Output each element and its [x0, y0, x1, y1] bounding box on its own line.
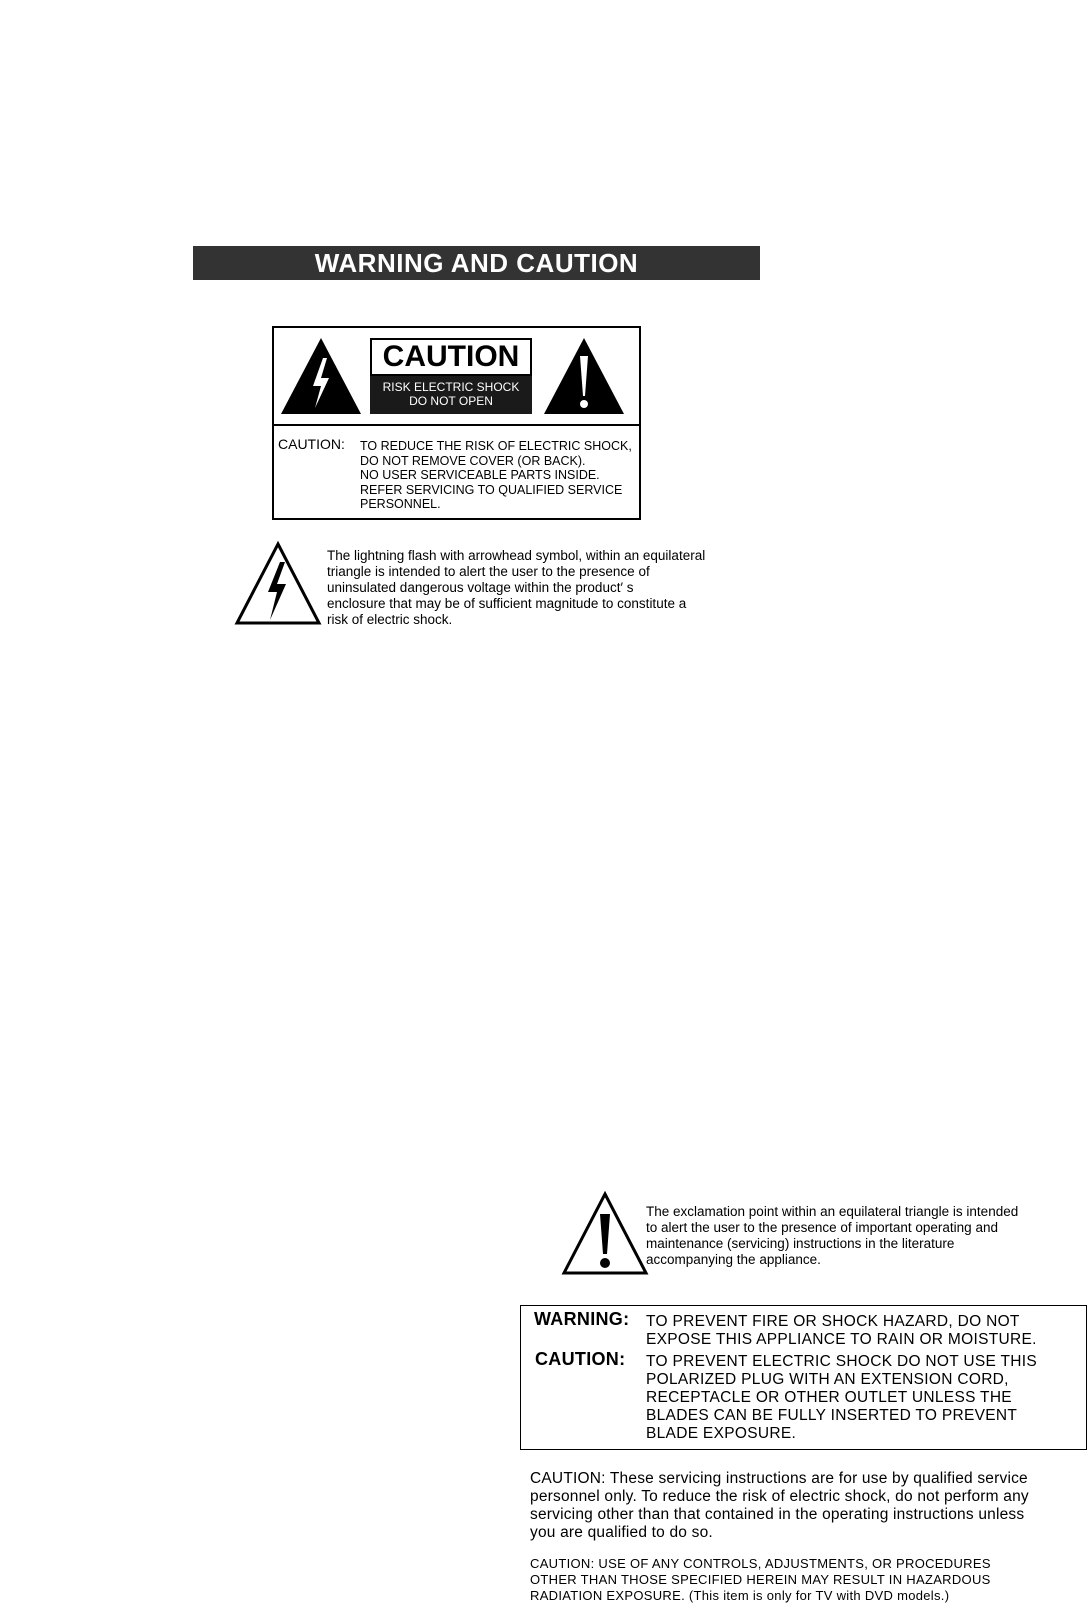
paragraph-line: RADIATION EXPOSURE. (This item is only for TV with DVD models.) — [530, 1588, 950, 1603]
description-line: triangle is intended to alert the user to the presence of — [327, 564, 650, 579]
caution-label — [272, 326, 641, 520]
label-caption-text — [360, 439, 632, 512]
paragraph-line: CAUTION: These servicing instructions are for use by qualified service — [530, 1470, 1028, 1487]
paragraph-line: OTHER THAN THOSE SPECIFIED HEREIN MAY RESULT IN HAZARDOUS — [530, 1572, 991, 1587]
servicing-caution-paragraph — [530, 1470, 1029, 1542]
label-caption-line: NO USER SERVICEABLE PARTS INSIDE. — [360, 468, 600, 483]
caution-badge-subtitle — [370, 376, 532, 414]
warning-caution-box — [520, 1305, 1087, 1450]
description-line: uninsulated dangerous voltage within the product′ s — [327, 580, 634, 595]
warning-key: WARNING: — [534, 1309, 630, 1329]
caution-line: POLARIZED PLUG WITH AN EXTENSION CORD, — [646, 1371, 1009, 1388]
exclamation-triangle-icon — [542, 336, 626, 416]
lightning-symbol-description — [327, 548, 1037, 1603]
caution-badge — [370, 338, 532, 413]
caution-badge-line: RISK ELECTRIC SHOCK — [382, 380, 520, 394]
label-caption-line: PERSONNEL. — [360, 497, 441, 512]
label-divider — [274, 424, 639, 426]
exclamation-triangle-icon — [561, 1190, 649, 1276]
description-line: risk of electric shock. — [327, 612, 453, 627]
caution-line: BLADE EXPOSURE. — [646, 1425, 797, 1442]
lightning-triangle-icon — [234, 540, 322, 626]
caution-line: RECEPTACLE OR OTHER OUTLET UNLESS THE — [646, 1389, 1012, 1406]
caution-line: TO PREVENT ELECTRIC SHOCK DO NOT USE THIS — [646, 1353, 1037, 1370]
exclamation-symbol-description — [646, 1204, 1018, 1268]
caution-badge-title: CAUTION — [370, 338, 532, 376]
label-caption-line: TO REDUCE THE RISK OF ELECTRIC SHOCK, — [360, 439, 632, 453]
caution-key: CAUTION: — [535, 1349, 626, 1369]
paragraph-line: servicing other than that contained in the operating instructions unless — [530, 1506, 1025, 1523]
caution-badge-line: DO NOT OPEN — [409, 394, 493, 408]
caution-line: BLADES CAN BE FULLY INSERTED TO PREVENT — [646, 1407, 1018, 1424]
paragraph-line: you are qualified to do so. — [530, 1524, 713, 1541]
description-line: The lightning flash with arrowhead symbol, within an equilateral — [327, 548, 706, 563]
label-caption-line: REFER SERVICING TO QUALIFIED SERVICE — [360, 482, 623, 497]
warning-text — [646, 1313, 1037, 1349]
paragraph-line: CAUTION: USE OF ANY CONTROLS, ADJUSTMENTS, OR PROCEDURES — [530, 1556, 991, 1571]
warning-line: TO PREVENT FIRE OR SHOCK HAZARD, DO NOT — [646, 1313, 1020, 1330]
radiation-caution-paragraph — [530, 1556, 991, 1604]
description-line: maintenance (servicing) instructions in the literature — [646, 1236, 955, 1251]
description-line: enclosure that may be of sufficient magnitude to constitute a — [327, 596, 687, 611]
description-line: accompanying the appliance. — [646, 1252, 821, 1267]
page-title: WARNING AND CAUTION — [193, 246, 760, 280]
paragraph-line: personnel only. To reduce the risk of electric shock, do not perform any — [530, 1488, 1029, 1505]
description-line: to alert the user to the presence of important operating and — [646, 1220, 998, 1235]
label-caption-line: DO NOT REMOVE COVER (OR BACK). — [360, 453, 586, 468]
lightning-triangle-icon — [279, 336, 363, 416]
label-caption-key: CAUTION: — [278, 436, 345, 452]
warning-line: EXPOSE THIS APPLIANCE TO RAIN OR MOISTURE. — [646, 1331, 1037, 1348]
description-line: The exclamation point within an equilateral triangle is intended — [646, 1204, 1019, 1219]
caution-text — [646, 1353, 1037, 1443]
